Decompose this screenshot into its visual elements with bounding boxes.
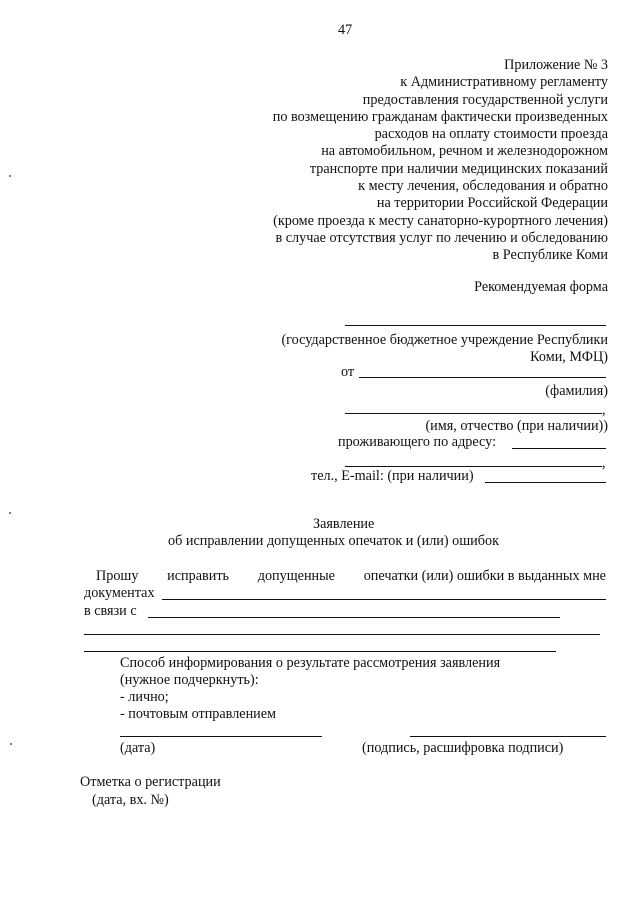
appendix-line: в Республике Коми — [492, 247, 608, 264]
appendix-line: по возмещению гражданам фактически произведенных — [272, 108, 608, 125]
address-label: проживающего по адресу: — [338, 434, 497, 450]
institution-hint-line2: Коми, МФЦ) — [530, 349, 608, 365]
appendix-line: на территории Российской Федерации — [376, 195, 608, 212]
page-number: 47 — [338, 22, 353, 38]
contact-label: тел., E-mail: (при наличии) — [311, 468, 474, 484]
institution-hint-line1: (государственное бюджетное учреждение Республики — [281, 332, 608, 348]
request-word: Прошу — [96, 568, 139, 584]
request-word: исправить — [167, 568, 230, 584]
scan-speck — [9, 175, 11, 177]
comma: , — [602, 402, 606, 418]
from-fill-line[interactable] — [359, 377, 606, 378]
document-title: Заявление — [313, 516, 375, 532]
document-subtitle: об исправлении допущенных опечаток и (или) ошибок — [168, 533, 499, 549]
notification-option-in-person[interactable]: - лично; — [120, 689, 169, 705]
institution-fill-line[interactable] — [345, 325, 606, 326]
registration-label: Отметка о регистрации — [80, 774, 221, 790]
surname-hint: (фамилия) — [545, 383, 608, 399]
request-word: допущенные — [257, 568, 335, 584]
request-line — [96, 568, 606, 585]
reason-label: в связи с — [84, 603, 137, 619]
registration-hint: (дата, вх. №) — [92, 792, 169, 808]
appendix-line: транспорте при наличии медицинских показаний — [309, 160, 608, 177]
recommended-form-label: Рекомендуемая форма — [474, 279, 608, 295]
notification-heading: Способ информирования о результате рассмотрения заявления — [120, 655, 501, 671]
notification-hint: (нужное подчеркнуть): — [120, 672, 259, 688]
reason-fill-line[interactable] — [148, 617, 560, 618]
scan-speck — [10, 743, 12, 745]
contact-fill-line[interactable] — [485, 482, 606, 483]
appendix-line: к месту лечения, обследования и обратно — [358, 178, 608, 195]
comma: , — [602, 455, 606, 471]
appendix-line: (кроме проезда к месту санаторно-курортного лечения) — [273, 212, 608, 229]
signature-label: (подпись, расшифровка подписи) — [362, 740, 564, 756]
request-word: опечатки (или) ошибки в выданных мне — [363, 568, 606, 584]
documents-fill-line[interactable] — [162, 599, 606, 600]
appendix-line: Приложение № 3 — [504, 57, 608, 73]
reason-fill-line-2[interactable] — [84, 634, 600, 635]
reason-fill-line-3[interactable] — [84, 651, 556, 652]
appendix-line: предоставления государственной услуги — [362, 91, 608, 108]
scan-speck — [9, 512, 11, 514]
from-label: от — [341, 364, 355, 380]
appendix-block — [273, 57, 608, 265]
notification-option-post[interactable]: - почтовым отправлением — [120, 706, 277, 722]
appendix-line: расходов на оплату стоимости проезда — [374, 126, 608, 143]
address-fill-line-2[interactable] — [345, 466, 602, 467]
appendix-line: в случае отсутствия услуг по лечению и обследованию — [275, 229, 608, 246]
appendix-line: на автомобильном, речном и железнодорожном — [321, 143, 608, 160]
name-fill-line[interactable] — [345, 413, 602, 414]
name-hint: (имя, отчество (при наличии)) — [425, 418, 608, 434]
date-label: (дата) — [120, 740, 156, 756]
documents-label: документах — [84, 585, 155, 601]
appendix-line: к Административному регламенту — [400, 74, 608, 91]
signature-fill-line[interactable] — [410, 736, 606, 737]
address-fill-line[interactable] — [512, 448, 606, 449]
date-fill-line[interactable] — [120, 736, 322, 737]
